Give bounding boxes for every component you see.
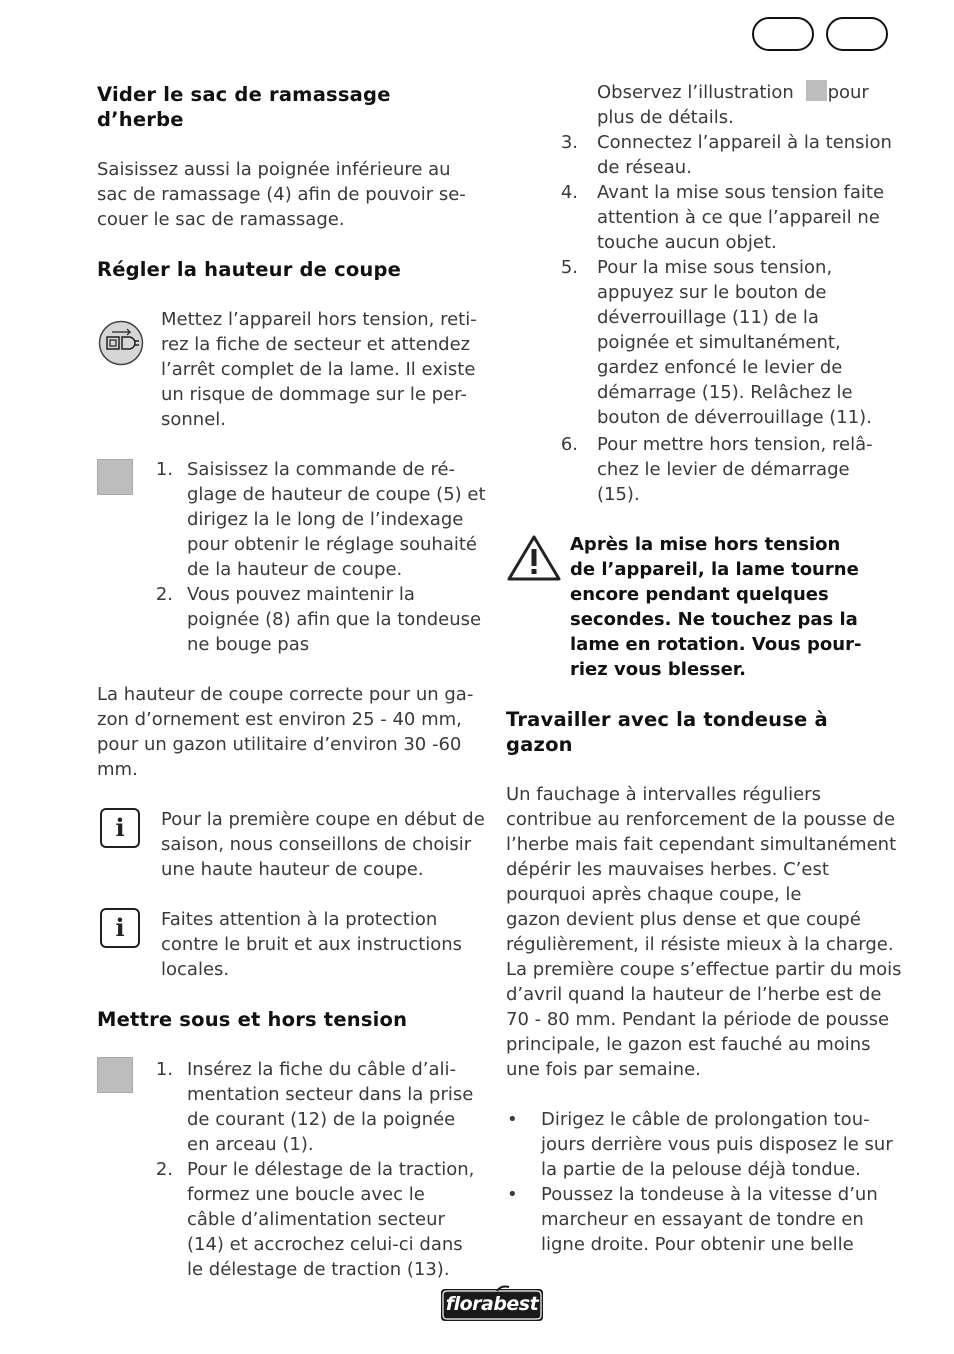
step-text: Pour le délestage de la traction, formez une boucle avec le câble d’alimentation secteur (14) et accrochez celui-ci dans le délestage de traction (13). [187,1159,475,1280]
warning-text: Après la mise hors tension de l’appareil, la lame tourne encore pendant quelques secondes. Ne touchez pas la lame en rotation. Vous pour- riez vous blesser. [570,534,862,680]
continued-text [597,80,897,105]
unplug-note: Mettez l’appareil hors tension, reti- rez la fiche de secteur et attendez l’arrêt complet de la lame. Il existe un risque de dommage sur le per- sonnel. [161,309,477,430]
continued-text-line2: plus de détails. [597,107,734,128]
step-number: 6. [560,434,578,455]
info-note-noise: Faites attention à la protection contre le bruit et aux instructions locales. [161,909,463,980]
illustration-placeholder-cut-height [97,459,133,495]
step-text: Connectez l’appareil à la tension de réseau. [597,132,892,178]
step-number: 1. [155,1059,173,1080]
step-text: Pour mettre hors tension, relâ- chez le levier de démarrage (15). [597,434,873,505]
illustration-placeholder-inline [806,80,827,101]
section-title-cut-height: Régler la hauteur de coupe [97,258,402,281]
step-number: 3. [560,132,578,153]
language-tab-left [752,17,814,51]
step-text: Vous pouvez maintenir la poignée (8) afin que la tondeuse ne bouge pas [187,584,482,655]
logo-text: florabest [445,1293,539,1315]
step-text: Pour la mise sous tension, appuyez sur le bouton de déverrouillage (11) de la poignée et simultanément, gardez enfoncé le levier de démarrage (15). Relâchez le bouton de déverrouillage (11). [597,257,872,428]
language-tab-right [826,17,888,51]
continued-text-part: pour [827,82,869,103]
bullet-dot: • [507,1184,518,1205]
step-text: Avant la mise sous tension faite attention à ce que l’appareil ne touche aucun objet. [597,182,885,253]
info-note-first-cut: Pour la première coupe en début de saison, nous conseillons de choisir une haute hauteur de coupe. [161,809,485,880]
section-title-working: Travailler avec la tondeuse à gazon [506,708,828,756]
step-number: 2. [155,1159,173,1180]
step-number: 2. [155,584,173,605]
info-icon: i [100,808,140,848]
bullet-text: Poussez la tondeuse à la vitesse d’un marcheur en essayant de tondre en ligne droite. Pour obtenir une belle [541,1184,878,1255]
info-icon: i [100,908,140,948]
step-text: Insérez la fiche du câble d’ali- mentation secteur dans la prise de courant (12) de la poignée en arceau (1). [187,1059,474,1155]
illustration-placeholder-power [97,1057,133,1093]
step-number: 5. [560,257,578,278]
paragraph-cut-height: La hauteur de coupe correcte pour un ga- zon d’ornement est environ 25 - 40 mm, pour un gazon utilitaire d’environ 30 -60 mm. [97,684,474,780]
bullet-dot: • [507,1109,518,1130]
bullet-text: Dirigez le câble de prolongation tou- jours derrière vous puis disposez le sur la partie de la pelouse déjà tondue. [541,1109,893,1180]
unplug-icon [98,320,144,366]
step-number: 4. [560,182,578,203]
section-title-power: Mettre sous et hors tension [97,1008,408,1031]
step-number: 1. [155,459,173,480]
paragraph-working: Un fauchage à intervalles réguliers contribue au renforcement de la pousse de l’herbe mais fait cependant simultanément dépérir les mauvaises herbes. C’est pourquoi après chaque coupe, le gazon devient plus dense et que coupé régulièrement, il résiste mieux à la charge. La première coupe s’effectue partir du mois d’avril quand la hauteur de l’herbe est de 70 - 80 mm. Pendant la période de pousse principale, le gazon est fauché au moins une fois par semaine. [506,784,902,1080]
continued-text-part: Observez l’illustration [597,82,794,103]
paragraph-empty-bag: Saisissez aussi la poignée inférieure au sac de ramassage (4) afin de pouvoir se- couer le sac de ramassage. [97,159,466,230]
florabest-logo [437,1285,547,1323]
section-title-empty-bag: Vider le sac de ramassage d’herbe [97,83,391,131]
warning-triangle-icon [506,534,562,582]
step-text: Saisissez la commande de ré- glage de hauteur de coupe (5) et dirigez la le long de l’indexage pour obtenir le réglage souhaité de la hauteur de coupe. [187,459,486,580]
